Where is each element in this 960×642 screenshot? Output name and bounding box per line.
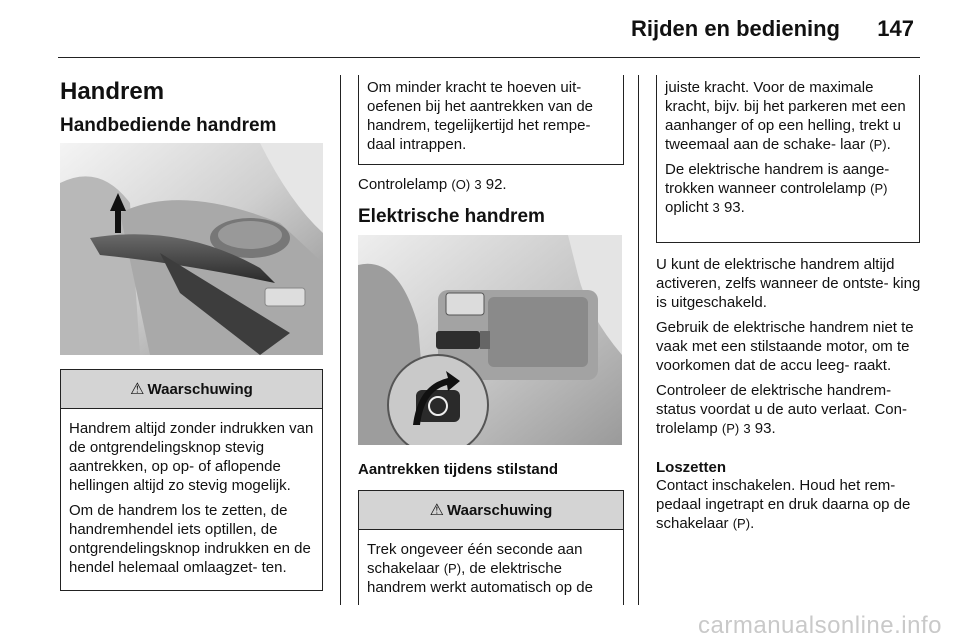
parking-brake-icon: (P) [870, 181, 888, 196]
paragraph: U kunt de elektrische handrem altijd activeren, zelfs wanneer de ontste- king is uitgeschakeld. [656, 256, 921, 311]
warning-box-manual [60, 369, 323, 591]
brake-warning-icon: (O) [451, 177, 471, 192]
paragraph-text: Contact inschakelen. Houd het rem- pedaal ingetrapt en druk daarna op de schakelaar [656, 477, 911, 532]
controllamp-label: Controlelamp [358, 176, 448, 193]
continued-box-col2 [358, 75, 624, 165]
electric-parking-brake-photo [358, 235, 622, 445]
subheading-elektrische: Elektrische handrem [358, 206, 545, 227]
continued-box-col3 [656, 75, 920, 243]
column-divider-1 [340, 75, 341, 605]
warning-text: , de elektrische handrem werkt automatisch op de [367, 560, 593, 596]
column-divider-2 [638, 75, 639, 605]
paragraph [656, 381, 922, 438]
parking-brake-icon: (P) [443, 561, 462, 576]
warning-title: Waarschuwing [447, 501, 553, 519]
warning-box-electric [358, 490, 624, 605]
continued-paragraph [665, 78, 911, 154]
subheading-aantrekken: Aantrekken tijdens stilstand [358, 461, 559, 478]
warning-triangle-icon: ⚠ [130, 381, 145, 398]
paragraph-text: Controleer de elektrische handrem- status voordat u de auto verlaat. Con- trolelamp [656, 382, 907, 437]
parking-brake-icon: (P) [732, 516, 751, 531]
warning-paragraph: Om de handrem los te zetten, de handremhendel iets optillen, de ontgrendelingsknop indrukken en de hendel helemaal omlaagzet- ten. [69, 502, 311, 576]
subheading-handbediende: Handbediende handrem [60, 115, 277, 136]
page-ref-arrow-icon: 3 [474, 177, 482, 192]
paragraph-text: . [886, 136, 891, 153]
running-header-title: Rijden en bediening [630, 16, 840, 41]
header-rule [58, 57, 920, 58]
page-ref-arrow-icon: 3 [743, 421, 751, 436]
warning-title: Waarschuwing [147, 380, 253, 398]
warning-paragraph: Handrem altijd zonder indrukken van de ontgrendelingsknop stevig aantrekken, op op- of aflopende hellingen altijd zo stevig mogelijk. [69, 420, 314, 494]
warning-triangle-icon: ⚠ [429, 502, 445, 519]
warning-body [61, 409, 322, 577]
continued-paragraph [665, 160, 911, 217]
paragraph-text: oplicht [665, 199, 709, 216]
page-ref: 92. [485, 176, 507, 193]
watermark: carmanualsonline.info [698, 612, 942, 639]
page-ref-arrow-icon: 3 [712, 200, 720, 215]
page-ref: 93. [754, 420, 776, 437]
warning-body [359, 530, 623, 597]
subheading-loszetten: Loszetten [656, 459, 727, 476]
section-heading-handrem: Handrem [60, 78, 165, 105]
handbrake-lever-photo [60, 143, 323, 355]
continued-box-body [657, 75, 919, 217]
release-instructions [656, 476, 922, 533]
warning-header [359, 491, 623, 530]
parking-brake-icon: (P) [869, 137, 887, 152]
controllamp-reference [358, 175, 507, 194]
body-text-col3 [656, 255, 922, 444]
paragraph-text: juiste kracht. Voor de maximale kracht, bijv. bij het parkeren met een aanhanger of op een helling, trekt u tweemaal aan de schake- laar [665, 79, 906, 153]
page-number: 147 [877, 16, 914, 41]
page-ref: 93. [723, 199, 745, 216]
paragraph-text: De elektrische handrem is aange- trokken wanneer controlelamp [665, 161, 890, 197]
parking-brake-icon: (P) [721, 421, 740, 436]
warning-text: Trek ongeveer één seconde aan schakelaar [367, 541, 583, 577]
paragraph: Gebruik de elektrische handrem niet te vaak met een stilstaande motor, om te voorkomen dat de accu leeg- raakt. [656, 319, 914, 374]
continued-box-text: Om minder kracht te hoeven uit- oefenen bij het aantrekken van de handrem, tegelijkertijd het rempe- daal intrappen. [367, 79, 594, 153]
warning-header [61, 370, 322, 409]
paragraph-text: . [750, 515, 755, 532]
